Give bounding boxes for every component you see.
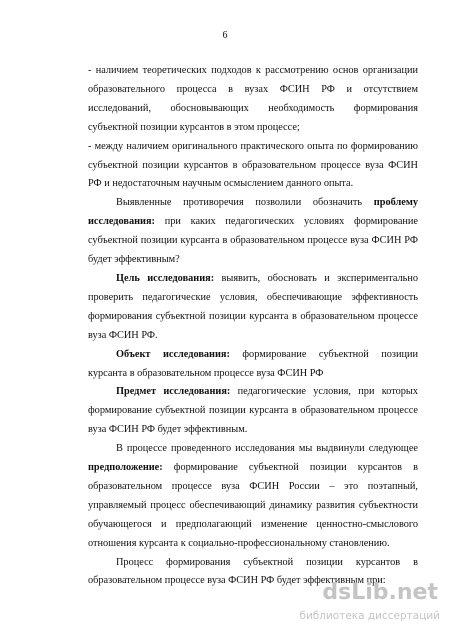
paragraph-hypothesis	[88, 440, 418, 553]
research-problem-heading: проблему исследования:	[88, 197, 418, 228]
watermark-subtitle: библиотека диссертаций	[299, 610, 440, 622]
hypothesis-heading: предположение:	[88, 462, 163, 474]
page-number: 6	[222, 30, 228, 41]
research-subject-heading: Предмет исследования:	[116, 386, 231, 398]
research-object-text: формирование субъектной позиции курсанта в образовательном процессе вуза ФСИН РФ	[88, 348, 418, 379]
document-body	[88, 62, 418, 591]
hypothesis-lead: В процессе проведенного исследования мы выдвинули следующее	[116, 443, 418, 455]
research-goal-text: выявить, обосновать и экспериментально проверить педагогические условия, обеспечивающие эффективность формирования субъектной позиции курсанта в образовательном процессе вуза ФСИН РФ.	[88, 272, 418, 341]
paragraph-research-goal	[88, 270, 418, 346]
hypothesis-text: формирование субъектной позиции курсантов в образовательном процессе вуза ФСИН России – это поэтапный, управляемый процесс обеспечивающий динамику развития субъектности обучающегося и предполагающий изменение ценностно-смыслового отношения курсанта к социально-профессиональному становлению.	[88, 462, 418, 549]
research-problem-text: при каких педагогических условиях формирование субъектной позиции курсанта в образовательном процессе вуза ФСИН РФ будет эффективным?	[88, 216, 418, 266]
research-goal-heading: Цель исследования:	[116, 272, 215, 284]
watermark	[299, 580, 450, 634]
paragraph-research-subject	[88, 383, 418, 440]
paragraph-research-problem	[88, 194, 418, 270]
watermark-logo: dsLib.net	[322, 580, 438, 605]
research-problem-lead: Выявленные противоречия позволили обозначить	[116, 197, 374, 209]
research-object-heading: Объект исследования:	[116, 348, 230, 360]
paragraph-contradiction-2: - между наличием оригинального практического опыта по формированию субъектной позиции курсантов в образовательном процессе вуза ФСИН РФ и недостаточным научным осмыслением данного опыта.	[88, 140, 418, 190]
paragraph-conditions-intro: Процесс формирования субъектной позиции курсантов в образовательном процессе вуза ФСИН РФ будет эффективным при:	[88, 556, 418, 587]
paragraph-contradiction-1: - наличием теоретических подходов к рассмотрению основ организации образовательного процесса в вузах ФСИН РФ и отсутствием исследований, обосновывающих необходимость формирования субъектной позиции курсантов в этом процессе;	[88, 65, 418, 133]
paragraph-research-object	[88, 346, 418, 384]
research-subject-text: педагогические условия, при которых формирование субъектной позиции курсанта в образовательном процессе вуза ФСИН РФ будет эффективным.	[88, 386, 419, 436]
